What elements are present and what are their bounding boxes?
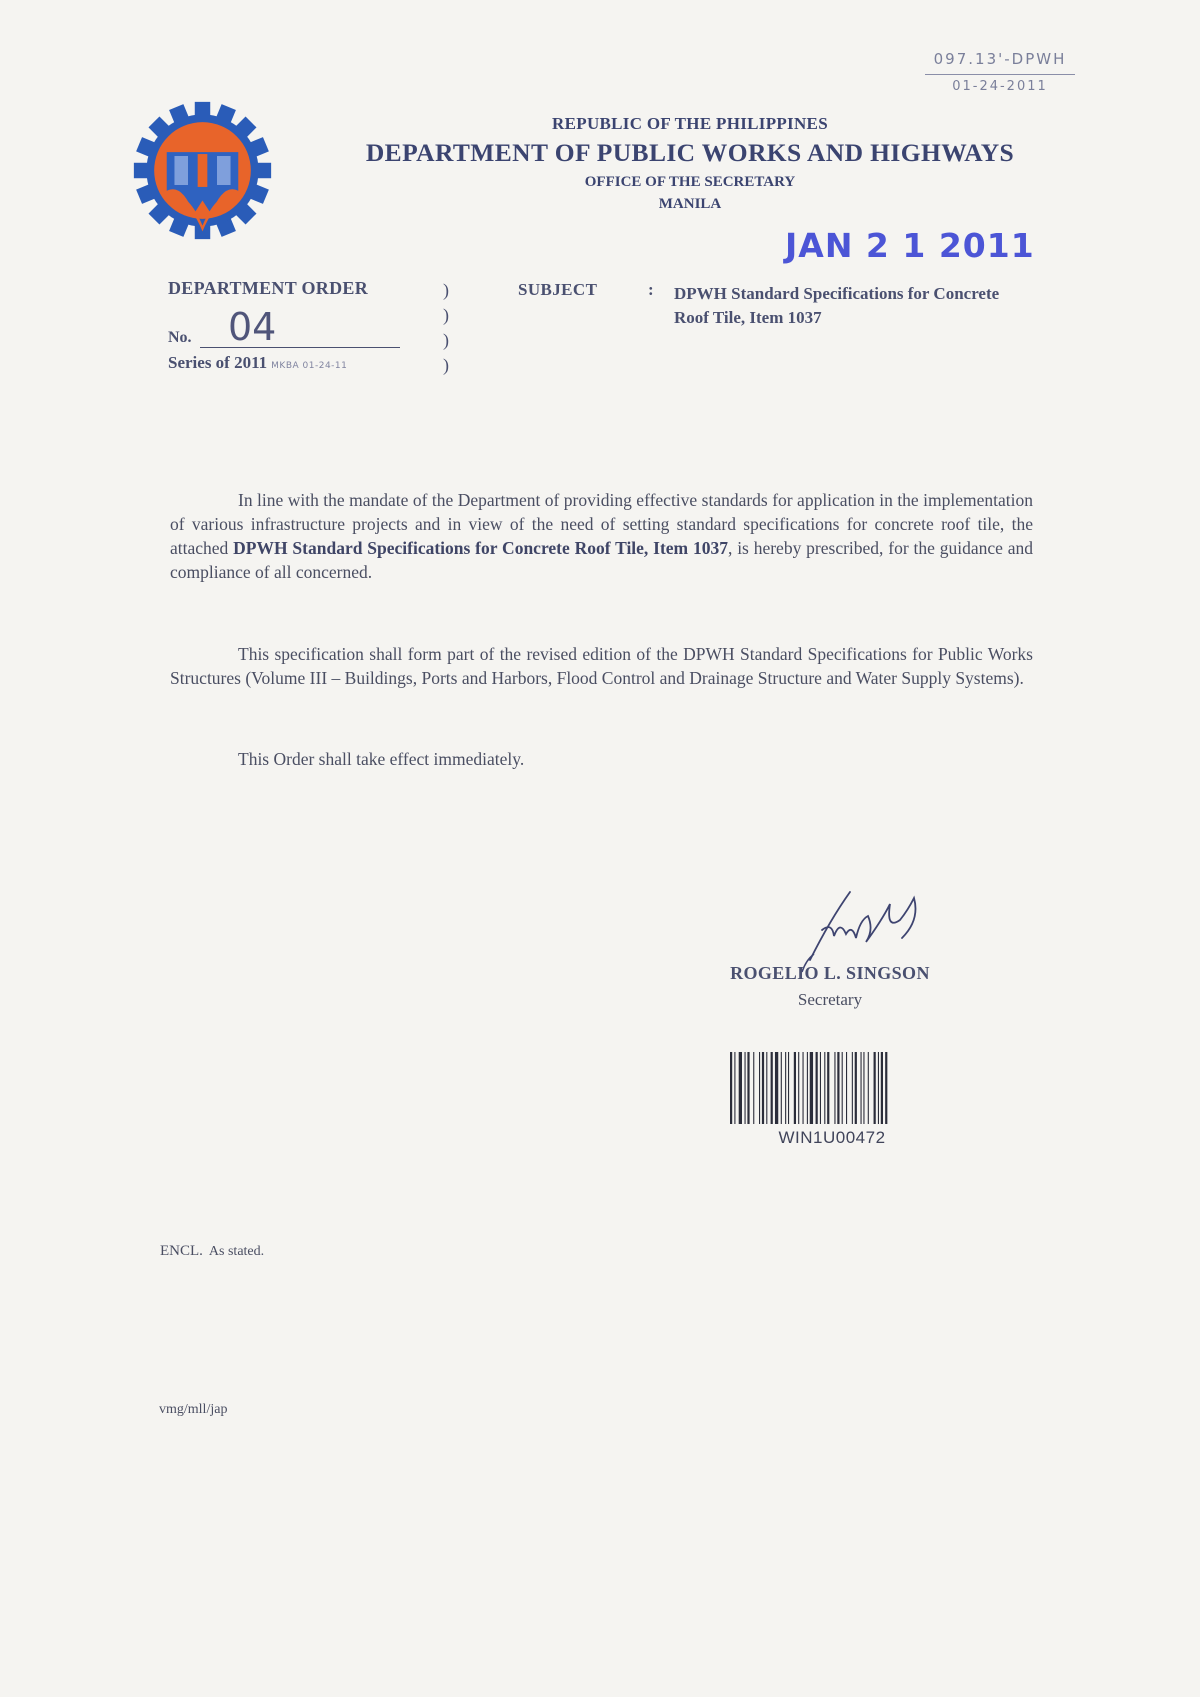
barcode-bar: [834, 1052, 835, 1124]
enclosure-note: [160, 1243, 264, 1260]
order-number-underline: [200, 347, 400, 348]
barcode-bar: [881, 1052, 883, 1124]
barcode-bar: [788, 1052, 789, 1124]
barcode-bar: [730, 1052, 732, 1124]
order-number-row: [168, 307, 468, 349]
order-initials: MKBA 01-24-11: [271, 361, 348, 371]
barcode-bar: [739, 1052, 742, 1124]
barcode-bar: [803, 1052, 804, 1124]
bracket: ): [443, 355, 449, 375]
barcode-bar: [816, 1052, 818, 1124]
bracket: ): [443, 330, 449, 350]
bracket: ): [443, 280, 449, 300]
barcode-bar: [855, 1052, 857, 1124]
barcode-bar: [759, 1052, 760, 1124]
bracket: ): [443, 305, 449, 325]
barcode-bar: [766, 1052, 767, 1124]
header-office: OFFICE OF THE SECRETARY: [584, 174, 796, 190]
barcode-bar: [794, 1052, 796, 1124]
barcode-bar: [885, 1052, 887, 1124]
reference-initials: vmg/mll/jap: [159, 1402, 228, 1417]
barcode-bar: [827, 1052, 829, 1124]
handwritten-divider: [925, 74, 1075, 75]
barcode-bar: [734, 1052, 735, 1124]
barcode-bar: [878, 1052, 879, 1124]
barcode-bar: [874, 1052, 876, 1124]
order-series-text: Series of 2011: [168, 353, 268, 372]
signatory-name: ROGELIO L. SINGSON: [730, 963, 930, 983]
barcode-bar: [753, 1052, 754, 1124]
barcode-bar: [798, 1052, 799, 1124]
barcode-bar: [824, 1052, 825, 1124]
barcode-bar: [868, 1052, 869, 1124]
order-number-label: No.: [168, 329, 192, 346]
letterhead: [300, 114, 1080, 213]
handwritten-reference: [895, 50, 1105, 94]
handwritten-ref-date: 01-24-2011: [952, 79, 1048, 94]
department-order-block: [168, 278, 468, 373]
barcode-bar: [771, 1052, 773, 1124]
body-paragraph-1: [170, 488, 1033, 584]
barcode-bar: [820, 1052, 821, 1124]
date-stamp: JAN 2 1 2011: [785, 226, 1035, 265]
enclosure-label: ENCL.: [160, 1243, 203, 1259]
subject-colon: :: [648, 280, 654, 299]
signatory-title: Secretary: [797, 990, 863, 1009]
body-p1-bold: DPWH Standard Specifications for Concrete Roof Tile, Item 1037: [233, 538, 728, 558]
body-p1-start: In line with the mandate of the Department of providing effective standards for application in the implementation of various infrastructure projects and in view of the need of setting standard specifications for concrete roof tile, the attached: [170, 490, 1033, 558]
barcode-bar: [781, 1052, 782, 1124]
barcode-bar: [807, 1052, 808, 1124]
barcode-bar: [785, 1052, 786, 1124]
barcode-bar: [745, 1052, 746, 1124]
barcode-bar: [775, 1052, 778, 1124]
dpwh-gear-seal-icon: [130, 98, 275, 243]
subject-text: DPWH Standard Specifications for Concrete Roof Tile, Item 1037: [674, 284, 1000, 327]
barcode-bar: [747, 1052, 749, 1124]
barcode-bar: [762, 1052, 764, 1124]
handwritten-ref-number: 097.13'-DPWH: [933, 50, 1067, 68]
barcode-bar: [837, 1052, 839, 1124]
barcode-id: WIN1U00472: [778, 1128, 886, 1147]
barcode-bar: [852, 1052, 853, 1124]
enclosure-text: As stated.: [208, 1244, 265, 1259]
department-order-title: DEPARTMENT ORDER: [168, 278, 369, 298]
barcode-bar: [810, 1052, 813, 1124]
header-department: DEPARTMENT OF PUBLIC WORKS AND HIGHWAYS: [365, 138, 1015, 167]
barcode-bar: [846, 1052, 847, 1124]
barcode-bar: [842, 1052, 843, 1124]
header-republic: REPUBLIC OF THE PHILIPPINES: [552, 114, 828, 133]
order-number-value: 04: [228, 305, 277, 349]
subject-label: SUBJECT: [518, 280, 598, 299]
body-p1-end: , is hereby prescribed, for the guidance and compliance of all concerned.: [170, 538, 1034, 582]
order-brackets: [443, 278, 449, 378]
header-city: MANILA: [658, 196, 722, 212]
body-paragraph-3: This Order shall take effect immediately.: [238, 749, 525, 769]
signature-icon: [790, 880, 940, 975]
barcode-bar: [863, 1052, 864, 1124]
barcode-bar: [861, 1052, 862, 1124]
order-series: [168, 353, 468, 373]
body-paragraph-2: This specification shall form part of the revised edition of the DPWH Standard Specifications for Public Works Structures (Volume III – Buildings, Ports and Harbors, Flood Control and Drainage Structure and Water Supply Systems).: [170, 644, 1033, 688]
barcode: [728, 1052, 936, 1124]
